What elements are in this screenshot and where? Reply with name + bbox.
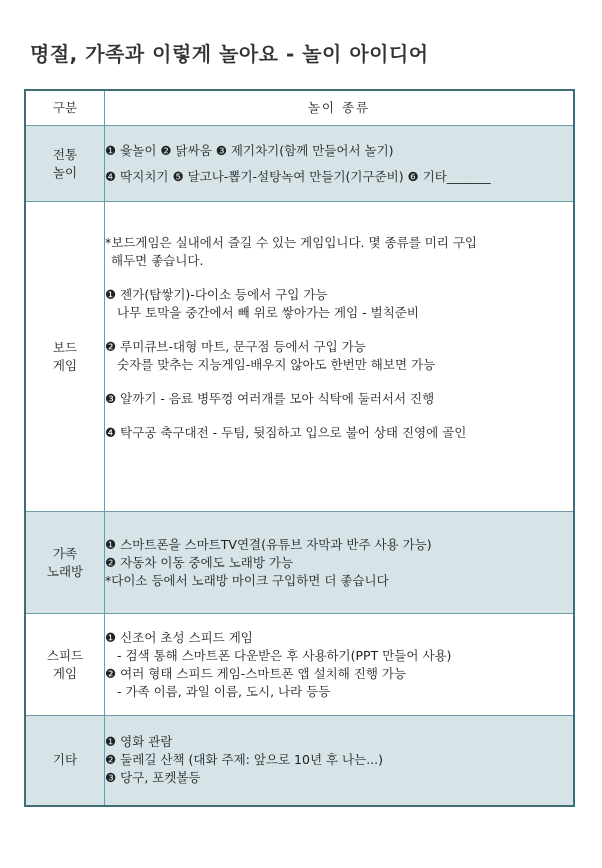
table-header-row xyxy=(25,90,574,126)
list-item: *다이소 등에서 노래방 마이크 구입하면 더 좋습니다 xyxy=(105,572,389,588)
list-item: ❶ 영화 관람 xyxy=(105,734,173,750)
content-cell xyxy=(105,126,575,202)
list-item: ❷ 루미큐브-대형 마트, 문구점 등에서 구입 가능 xyxy=(105,339,366,354)
list-item-detail: 나무 토막을 중간에서 빼 위로 쌓아가는 게임 - 벌칙준비 xyxy=(117,305,419,320)
list-item: ❶ 스마트폰을 스마트TV연결(유튜브 자막과 반주 사용 가능) xyxy=(105,536,432,552)
table-row-family-karaoke xyxy=(25,512,574,614)
category-label: 전통 xyxy=(52,146,78,162)
list-item: ❷ 자동차 이동 중에도 노래방 가능 xyxy=(105,554,294,570)
list-item-detail: - 검색 통해 스마트폰 다운받은 후 사용하기(PPT 만들어 사용) xyxy=(117,647,452,663)
category-cell xyxy=(25,126,105,202)
category-cell xyxy=(25,202,105,512)
category-cell xyxy=(25,716,105,806)
table-row-etc xyxy=(25,716,574,806)
intro-text: 해두면 좋습니다. xyxy=(111,253,204,268)
list-item: ❷ 여러 형태 스피드 게임-스마트폰 앱 설치해 진행 가능 xyxy=(105,665,407,681)
content-cell xyxy=(105,202,575,512)
page-title: 명절, 가족과 이렇게 놀아요 - 놀이 아이디어 xyxy=(30,42,429,66)
content-cell xyxy=(105,716,575,806)
list-item: ❹ 딱지치기 ❺ 달고나-뽑기-설탕녹여 만들기(기구준비) ❻ 기타_______ xyxy=(105,168,491,184)
table-row-board-games xyxy=(25,202,574,512)
category-cell xyxy=(25,614,105,716)
category-label: 게임 xyxy=(52,357,78,373)
content-cell xyxy=(105,512,575,614)
category-label: 보드 xyxy=(52,339,78,355)
category-label: 스피드 xyxy=(46,647,84,663)
header-play-types: 놀이 종류 xyxy=(105,90,575,126)
list-item-detail: 숫자를 맞추는 지능게임-배우지 않아도 한번만 해보면 가능 xyxy=(117,357,436,372)
list-item: ❶ 젠가(탑쌓기)-다이소 등에서 구입 가능 xyxy=(105,287,328,302)
list-item: ❸ 알까기 - 음료 병뚜껑 여러개를 모아 식탁에 둘러서서 진행 xyxy=(105,391,435,406)
category-label: 게임 xyxy=(52,665,78,681)
list-item: ❶ 윷놀이 ❷ 닭싸움 ❸ 제기차기(함께 만들어서 놀기) xyxy=(105,142,394,158)
category-label: 기타 xyxy=(52,752,78,768)
category-label: 노래방 xyxy=(46,563,84,579)
content-cell xyxy=(105,614,575,716)
category-cell xyxy=(25,512,105,614)
list-item-detail: - 가족 이름, 과일 이름, 도시, 나라 등등 xyxy=(117,683,331,699)
list-item: ❶ 신조어 초성 스피드 게임 xyxy=(105,629,253,645)
header-category: 구분 xyxy=(25,90,105,126)
list-item: ❹ 탁구공 축구대전 - 두팀, 뒷짐하고 입으로 불어 상태 진영에 골인 xyxy=(105,425,467,440)
table-row-speed-games xyxy=(25,614,574,716)
table-row-traditional xyxy=(25,126,574,202)
list-item: ❷ 둘레길 산책 (대화 주제: 앞으로 10년 후 나는...) xyxy=(105,752,383,768)
intro-text: *보드게임은 실내에서 즐길 수 있는 게임입니다. 몇 종류를 미리 구입 xyxy=(105,235,478,250)
play-ideas-table xyxy=(24,89,575,807)
category-label: 놀이 xyxy=(52,164,78,180)
category-label: 가족 xyxy=(52,545,78,561)
list-item: ❸ 당구, 포켓볼등 xyxy=(105,770,201,786)
